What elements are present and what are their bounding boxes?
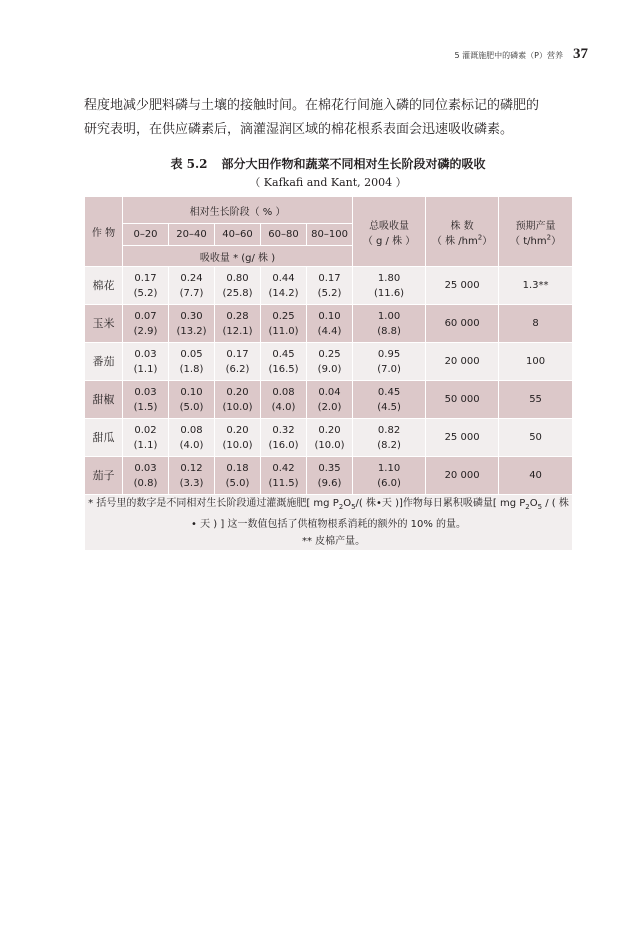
cell-stage-uptake <box>169 419 215 457</box>
cell-stage-uptake <box>215 381 261 419</box>
uptake-rate: (5.2) <box>317 287 342 299</box>
total-value: 0.95 <box>377 348 401 360</box>
cell-yield: 100 <box>499 343 573 381</box>
header-stage: 80–100 <box>307 224 353 246</box>
table-row <box>85 267 573 305</box>
cell-total <box>353 267 426 305</box>
uptake-value: 0.20 <box>226 424 249 436</box>
cell-crop: 甜椒 <box>85 381 123 419</box>
page-number: 37 <box>573 46 588 62</box>
uptake-value: 0.10 <box>180 386 203 398</box>
header-plants-label: 株 数 <box>450 220 474 232</box>
uptake-rate: (11.0) <box>268 325 299 337</box>
cell-stage-uptake <box>169 381 215 419</box>
header-stage: 20–40 <box>169 224 215 246</box>
uptake-rate: (1.1) <box>133 439 158 451</box>
cell-stage-uptake <box>261 305 307 343</box>
header-plants <box>426 197 499 267</box>
body-line: 研究表明，在供应磷素后，滴灌湿润区域的棉花根系表面会迅速吸收磷素。 <box>84 122 514 137</box>
uptake-rate: (2.9) <box>133 325 158 337</box>
cell-yield: 55 <box>499 381 573 419</box>
uptake-value: 0.80 <box>226 272 249 284</box>
cell-stage-uptake <box>169 343 215 381</box>
uptake-value: 0.07 <box>134 310 157 322</box>
uptake-rate: (13.2) <box>176 325 207 337</box>
data-table <box>84 196 573 551</box>
uptake-value: 0.02 <box>134 424 157 436</box>
cell-plants: 20 000 <box>426 457 499 495</box>
uptake-rate: (4.0) <box>271 401 296 413</box>
cell-stage-uptake <box>123 267 169 305</box>
cell-crop: 棉花 <box>85 267 123 305</box>
cell-stage-uptake <box>307 267 353 305</box>
uptake-value: 0.10 <box>318 310 341 322</box>
table-number: 表 5.2 <box>170 157 208 171</box>
cell-stage-uptake <box>307 419 353 457</box>
cell-total <box>353 343 426 381</box>
cell-yield: 8 <box>499 305 573 343</box>
header-total <box>353 197 426 267</box>
uptake-rate: (6.2) <box>225 363 250 375</box>
uptake-value: 0.25 <box>272 310 295 322</box>
cell-stage-uptake <box>307 343 353 381</box>
cell-stage-uptake <box>261 267 307 305</box>
table-title-text: 部分大田作物和蔬菜不同相对生长阶段对磷的吸收 <box>221 157 486 171</box>
uptake-rate: (0.8) <box>133 477 158 489</box>
cell-stage-uptake <box>261 457 307 495</box>
total-value: 1.80 <box>377 272 401 284</box>
total-rate: (7.0) <box>377 363 401 375</box>
table-notes <box>85 495 573 551</box>
uptake-value: 0.28 <box>226 310 249 322</box>
uptake-rate: (2.0) <box>317 401 342 413</box>
cell-stage-uptake <box>307 305 353 343</box>
header-stage: 60–80 <box>261 224 307 246</box>
uptake-value: 0.05 <box>180 348 203 360</box>
uptake-rate: (1.1) <box>133 363 158 375</box>
uptake-value: 0.03 <box>134 348 157 360</box>
header-plants-unit: （ 株 $/hm^2$） <box>431 233 493 247</box>
uptake-rate: (10.0) <box>314 439 345 451</box>
uptake-value: 0.20 <box>226 386 249 398</box>
cell-plants: 25 000 <box>426 419 499 457</box>
table-source: （ Kafkafi and Kant, 2004 ） <box>249 176 407 189</box>
table-row <box>85 419 573 457</box>
total-rate: (11.6) <box>374 287 405 299</box>
uptake-value: 0.18 <box>226 462 249 474</box>
total-rate: (8.2) <box>377 439 401 451</box>
uptake-rate: (12.1) <box>222 325 253 337</box>
table-body <box>85 267 573 495</box>
total-value: 1.00 <box>377 310 401 322</box>
uptake-rate: (5.2) <box>133 287 158 299</box>
uptake-rate: (7.7) <box>179 287 204 299</box>
uptake-rate: (11.5) <box>268 477 299 489</box>
uptake-rate: (10.0) <box>222 439 253 451</box>
uptake-value: 0.17 <box>226 348 249 360</box>
uptake-value: 0.35 <box>318 462 341 474</box>
note-2: ** 皮棉产量。 <box>301 536 366 547</box>
header-stage: 40–60 <box>215 224 261 246</box>
header-total-label: 总吸收量 <box>369 220 410 232</box>
uptake-value: 0.30 <box>180 310 203 322</box>
cell-crop: 番茄 <box>85 343 123 381</box>
uptake-rate: (9.6) <box>317 477 342 489</box>
cell-stage-uptake <box>123 381 169 419</box>
cell-stage-uptake <box>215 267 261 305</box>
total-rate: (8.8) <box>377 325 401 337</box>
uptake-value: 0.08 <box>272 386 295 398</box>
section-title: 5 灌溉施肥中的磷素（P）营养 <box>454 51 563 60</box>
cell-stage-uptake <box>261 343 307 381</box>
table-caption <box>84 155 572 191</box>
total-rate: (4.5) <box>377 401 401 413</box>
cell-crop: 玉米 <box>85 305 123 343</box>
header-stage: 0–20 <box>123 224 169 246</box>
cell-stage-uptake <box>215 419 261 457</box>
cell-plants: 50 000 <box>426 381 499 419</box>
note-1: * 括号里的数字是不同相对生长阶段通过灌溉施肥[ mg $P_2O_5/$( 株•天 )]作物每日累积吸磷量[ mg $P_2O_5$ / ( 株 • 天 ) ] 这一数值包括了供植物根系消耗的额外的 10% 的量。 <box>88 498 569 530</box>
table-row <box>85 381 573 419</box>
cell-stage-uptake <box>123 305 169 343</box>
cell-plants: 60 000 <box>426 305 499 343</box>
table-title <box>84 155 572 173</box>
cell-stage-uptake <box>261 381 307 419</box>
cell-total <box>353 381 426 419</box>
uptake-rate: (4.4) <box>317 325 342 337</box>
cell-crop: 茄子 <box>85 457 123 495</box>
uptake-rate: (10.0) <box>222 401 253 413</box>
cell-yield: 40 <box>499 457 573 495</box>
total-rate: (6.0) <box>377 477 401 489</box>
table-row <box>85 457 573 495</box>
uptake-rate: (16.5) <box>268 363 299 375</box>
uptake-value: 0.45 <box>272 348 295 360</box>
uptake-rate: (1.8) <box>179 363 204 375</box>
total-value: 0.82 <box>377 424 401 436</box>
uptake-value: 0.25 <box>318 348 341 360</box>
cell-stage-uptake <box>123 419 169 457</box>
header-uptake-unit: 吸收量 * (g/ 株 ) <box>123 246 353 267</box>
cell-stage-uptake <box>215 457 261 495</box>
running-head <box>455 46 588 63</box>
total-value: 1.10 <box>377 462 401 474</box>
cell-stage-uptake <box>123 343 169 381</box>
cell-yield: 50 <box>499 419 573 457</box>
cell-total <box>353 305 426 343</box>
uptake-value: 0.24 <box>180 272 203 284</box>
uptake-rate: (5.0) <box>179 401 204 413</box>
uptake-rate: (16.0) <box>268 439 299 451</box>
table-row <box>85 343 573 381</box>
uptake-rate: (5.0) <box>225 477 250 489</box>
uptake-rate: (9.0) <box>317 363 342 375</box>
table-row <box>85 305 573 343</box>
body-line: 程度地减少肥料磷与土壤的接触时间。在棉花行间施入磷的同位素标记的磷肥的 <box>84 98 540 113</box>
uptake-rate: (14.2) <box>268 287 299 299</box>
cell-stage-uptake <box>123 457 169 495</box>
header-total-unit: （ g / 株 ） <box>362 235 416 247</box>
cell-stage-uptake <box>169 267 215 305</box>
cell-stage-uptake <box>307 381 353 419</box>
header-yield-label: 预期产量 <box>515 220 556 232</box>
uptake-value: 0.03 <box>134 386 157 398</box>
cell-stage-uptake <box>215 343 261 381</box>
header-yield <box>499 197 573 267</box>
uptake-rate: (1.5) <box>133 401 158 413</box>
uptake-value: 0.44 <box>272 272 295 284</box>
uptake-value: 0.17 <box>134 272 157 284</box>
cell-stage-uptake <box>261 419 307 457</box>
cell-plants: 20 000 <box>426 343 499 381</box>
uptake-rate: (3.3) <box>179 477 204 489</box>
uptake-rate: (4.0) <box>179 439 204 451</box>
uptake-value: 0.08 <box>180 424 203 436</box>
cell-stage-uptake <box>169 305 215 343</box>
cell-plants: 25 000 <box>426 267 499 305</box>
uptake-value: 0.03 <box>134 462 157 474</box>
uptake-value: 0.32 <box>272 424 295 436</box>
cell-stage-uptake <box>215 305 261 343</box>
total-value: 0.45 <box>377 386 401 398</box>
cell-total <box>353 457 426 495</box>
uptake-value: 0.04 <box>318 386 341 398</box>
uptake-value: 0.17 <box>318 272 341 284</box>
header-yield-unit: （ $t/hm^2$） <box>510 233 562 247</box>
header-crop: 作 物 <box>85 197 123 267</box>
uptake-value: 0.20 <box>318 424 341 436</box>
body-paragraph <box>84 94 584 142</box>
header-stage-group: 相对生长阶段（ % ） <box>123 197 353 224</box>
uptake-value: 0.42 <box>272 462 295 474</box>
cell-yield: 1.3** <box>499 267 573 305</box>
cell-stage-uptake <box>169 457 215 495</box>
cell-stage-uptake <box>307 457 353 495</box>
uptake-rate: (25.8) <box>222 287 253 299</box>
uptake-value: 0.12 <box>180 462 203 474</box>
cell-crop: 甜瓜 <box>85 419 123 457</box>
cell-total <box>353 419 426 457</box>
